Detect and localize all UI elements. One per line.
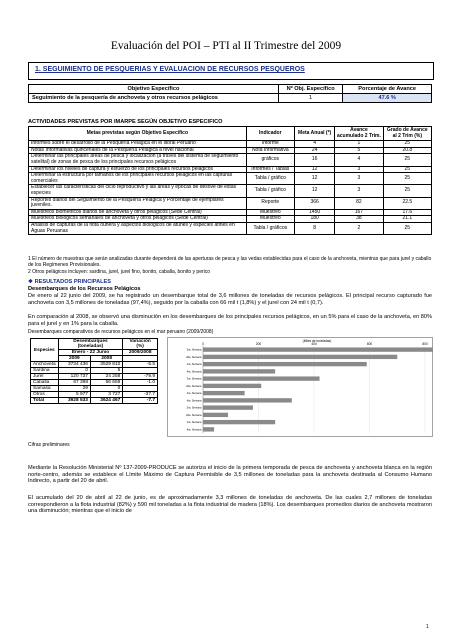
activities-header: Avance acumulado 2 Trim. [335,127,383,141]
variation-years-header: 2009/2008 [123,350,158,356]
chart-category-label: 2da. Semana [186,355,202,359]
species-name: Otros [31,392,59,398]
activity-value: 17.6 [383,209,431,216]
objective-col-header: Objetivo Específico [29,85,279,94]
activity-value: 22.5 [383,197,431,209]
species-name: Total [31,398,59,404]
figures-note: Cifras preliminares [28,442,70,448]
activity-value: Muestreo [246,209,294,216]
activity-value: 25 [383,173,431,185]
activity-value: 12 [294,166,334,173]
species-name: Sardina [31,368,59,374]
comparative-caption: Desembarques comparativos de recursos pelágicos en el mar peruano (2009/2008) [28,329,214,335]
landings-table-body [31,362,158,404]
paragraph-1: De enero al 22 junio del 2009, se ha registrado un desembarque total de 3,6 millones de toneladas de recursos pelágicos. El principal recurso capturado fue anchoveta con 3,5 millones de toneladas (97,4%), seguido por la caballa con 66 mil t (1,8%) y el jurel con 24 mil t (0,7). [28,293,432,306]
landings-value: 66 669 [90,380,122,386]
activity-value: 25 [383,141,431,148]
species-name: Samasa [31,386,59,392]
activity-value: 3 [335,185,383,197]
species-name: Jurel [31,374,59,380]
chart-category-label: 4ta. Semana [186,399,202,403]
activity-value: Informe [246,141,294,148]
activity-row [29,154,432,166]
chart-category-label: 2da. Semana [186,413,202,417]
landings-value: 3928 533 [58,398,90,404]
weekly-landings-chart [167,337,433,437]
landings-total-row [31,398,158,404]
activity-value: Nota Informativa [246,147,294,154]
landings-value: 120 737 [58,374,90,380]
activity-goal: Reportes diarios del Seguimiento de la Pesquería Pelágica y Porcentaje de ejemplares juveniles. [29,197,247,209]
landings-value: -37.7 [123,392,158,398]
chart-bar [203,391,245,395]
landings-value: 5 977 [58,392,90,398]
activity-value: 82 [335,197,383,209]
chart-bar [203,362,367,366]
activity-value: Reporte [246,197,294,209]
landings-value: -79.9 [123,374,158,380]
activity-value: Tabla / gráfico [246,185,294,197]
landings-value: -5.5 [123,362,158,368]
chart-category-label: 4ta. Semana [186,428,202,432]
chart-bar [203,355,397,359]
activity-value: Tabla / gráficos [246,222,294,234]
activity-value: 25 [383,222,431,234]
activity-value: 366 [294,197,334,209]
activity-value: 12 [294,173,334,185]
footnote-2: 2 Otros pelágicos incluyen: sardina, jurel, jurel fino, bonito, caballa, bonito y perico [28,269,211,275]
activity-value: 8 [294,222,334,234]
year-2008-header: 2008 [90,356,122,362]
landings-heading: Desembarques de los Recursos Pelágicos [28,286,141,292]
footnote-1: 1 El número de muestras que serán analizadas durante dependerá de las aperturas de pesca y las vedas establecidas para el caso de la anchoveta, mientras que para jurel y caballo de los Regímenes Provisionales. [28,256,432,268]
chart-x-tick-label: 800 [422,342,428,347]
chart-unit-label: (Miles de toneladas) [302,339,332,343]
chart-bar [203,420,275,424]
chart-bar [203,413,228,417]
activity-value: Informes / Tablas [246,166,294,173]
activity-goal: Establecer las características del ciclo reproductivo y las áreas y épocas de desove de estas especies [29,185,247,197]
activity-goal: Determinar los niveles de captura y esfuerzo de los principales recursos pelágicos [29,166,247,173]
landings-value: 0 [90,386,122,392]
landings-value: 3734 436 [58,362,90,368]
paragraph-3: Mediante la Resolución Ministerial Nº 137-2009-PRODUCE se autoriza el inicio de la primera temporada de pesca de anchoveta y anchoveta blanca en la región norte-centro, además se establece el Límite Máximo de Captura Permisible de 3,5 millones de toneladas para la anchoveta destinada al Consumo Humano Indirecto, a partir del 20 de abril. [28,465,432,485]
progress-col-header: Porcentaje de Avance [343,85,432,94]
chart-bar [203,427,214,431]
activity-value: 38 [335,216,383,223]
activities-table [28,126,432,235]
chart-category-label: 4ta. Semana [186,370,202,374]
landings-group-header: Desembarques (toneladas) [58,339,123,350]
year-2009-header: 2009 [58,356,90,362]
landings-value: -7.7 [123,398,158,404]
page-number: 1 [426,624,429,630]
chart-category-label: 2da. Semana [186,384,202,388]
chart-bar [203,398,292,402]
activity-goal: Muestreos biológicos semanales de anchoveta y otros pelágicos (Sede Central) [29,216,247,223]
activity-value: gráficos [246,154,294,166]
activity-goal: Informes sobre el desarrollo de la Pesquería Pelágica en el litoral Peruano [29,141,247,148]
activity-value: 180 [294,216,334,223]
activity-goal: Determinar las principales áreas de pesca y localización (a través del sistema de seguimiento satelital) de zonas de pesca de los principales recursos pelágicos [29,154,247,166]
species-header: Especies [31,339,59,362]
chart-x-tick-label: 0 [202,342,204,347]
species-name: Anchoveta [31,362,59,368]
chart-category-label: 1ra. Semana [186,363,202,367]
species-name: Caballa [31,380,59,386]
chart-bar [203,369,275,373]
activity-value: 5 [335,147,383,154]
chart-x-tick-label: 600 [366,342,373,347]
activities-header: Grado de Avance al 2 Trim (%) [383,127,431,141]
activities-header: Meta Anual (*) [294,127,334,141]
activity-value: 24 [294,147,334,154]
chart-category-label: 3ra. Semana [186,377,202,381]
activity-value: 25 [383,154,431,166]
activity-row [29,197,432,209]
chart-bar [203,384,261,388]
activities-header: Metas previstas según Objetivo Específico [29,127,247,141]
chart-category-label: 1ra. Semana [186,392,202,396]
activity-value: 167 [335,209,383,216]
page-title: Evaluación del POI – PTI al II Trimestre del 2009 [110,40,342,52]
paragraph-4: El acumulado del 20 de abril al 22 de junio, es de aproximadamente 3,3 millones de toneladas de anchoveta. De las cuales 2,7 millones de toneladas correspondieron a la flota industrial (82%) y 590 mil toneladas a la flota industrial de madera (18%). Los desembarques promedios diarios de anchoveta mostraron una disminución; mientras que el inicio de [28,495,432,515]
landings-table [30,338,158,404]
landings-value: 3624 467 [90,398,122,404]
landings-value: 67 398 [58,380,90,386]
objective-progress: 47.6 % [343,94,432,103]
activities-title: ACTIVIDADES PREVISTAS POR IMARPE SEGÚN OBJETIVO ESPECIFICO [28,119,223,125]
activity-goal: Notas Informativas quincenales de la Pesquería Pelágica a nivel nacional [29,147,247,154]
chart-category-label: 3ra. Semana [186,348,202,352]
variation-header: Variación (%) [123,339,158,350]
activity-row [29,173,432,185]
landings-value: 29 [58,386,90,392]
activity-value: 25 [383,166,431,173]
chart-x-tick-label: 200 [255,342,262,347]
objective-table [28,84,432,103]
paragraph-2: En comparación al 2008, se observó una disminución en los desembarques de los principales recursos pelágicos, en un 5% para el caso de la anchoveta, en 80% para el jurel y en 1% para la caballa. [28,314,432,327]
activity-value: 20.8 [383,147,431,154]
chart-x-tick-label: 400 [311,342,317,347]
chart-category-label: 1ra. Semana [186,421,202,425]
landings-value: -1.0 [123,380,158,386]
activities-header: Indicador [246,127,294,141]
activity-value: 25 [383,185,431,197]
objective-num-col-header: Nº Obj. Específico [278,85,342,94]
activity-value: 4 [335,154,383,166]
activity-value: Muestreo [246,216,294,223]
activity-goal: Determinar la estructura por tamaños de los principales recursos pelágicos en las capturas comerciales [29,173,247,185]
landings-value: 24 258 [90,374,122,380]
activity-goal: Análisis de capturas de la flota óunera y aspectos biológicos de atunes y especies afines en Aguas Peruanas [29,222,247,234]
activity-value: 2 [335,222,383,234]
activity-value: 3 [335,173,383,185]
activity-row [29,185,432,197]
activity-value: 16 [294,154,334,166]
activities-table-body [29,141,432,235]
objective-number: 1 [278,94,342,103]
chart-bar [203,347,433,351]
activity-value: 4 [294,141,334,148]
activity-goal: Muestreos biométricos diarios de anchoveta y otros pelágicos (Sede Central) [29,209,247,216]
section-header-text: 1. SEGUIMIENTO DE PESQUERIAS Y EVALUACION DE RECURSOS PESQUEROS [35,66,305,73]
chart-category-label: 3ra. Semana [186,406,202,410]
results-heading: ❖ RESULTADOS PRINCIPALES [28,279,112,285]
landings-value: 3 727 [90,392,122,398]
activity-value: 3 [335,166,383,173]
activity-value: 1 [335,141,383,148]
activity-value: 21.1 [383,216,431,223]
activity-value: 12 [294,185,334,197]
period-header: Enero - 22 Junio [58,350,123,356]
landings-value: 0 [58,368,90,374]
activity-value: 1450 [294,209,334,216]
objective-label: Seguimiento de la pesquería de anchoveta y otros recursos pelágicos [29,94,279,103]
activity-value: Tabla / gráfico [246,173,294,185]
landings-value: 3529 810 [90,362,122,368]
activity-row [29,222,432,234]
chart-bar [203,376,320,380]
chart-bar [203,405,253,409]
section-header [28,62,434,80]
landings-value: 5 [90,368,122,374]
